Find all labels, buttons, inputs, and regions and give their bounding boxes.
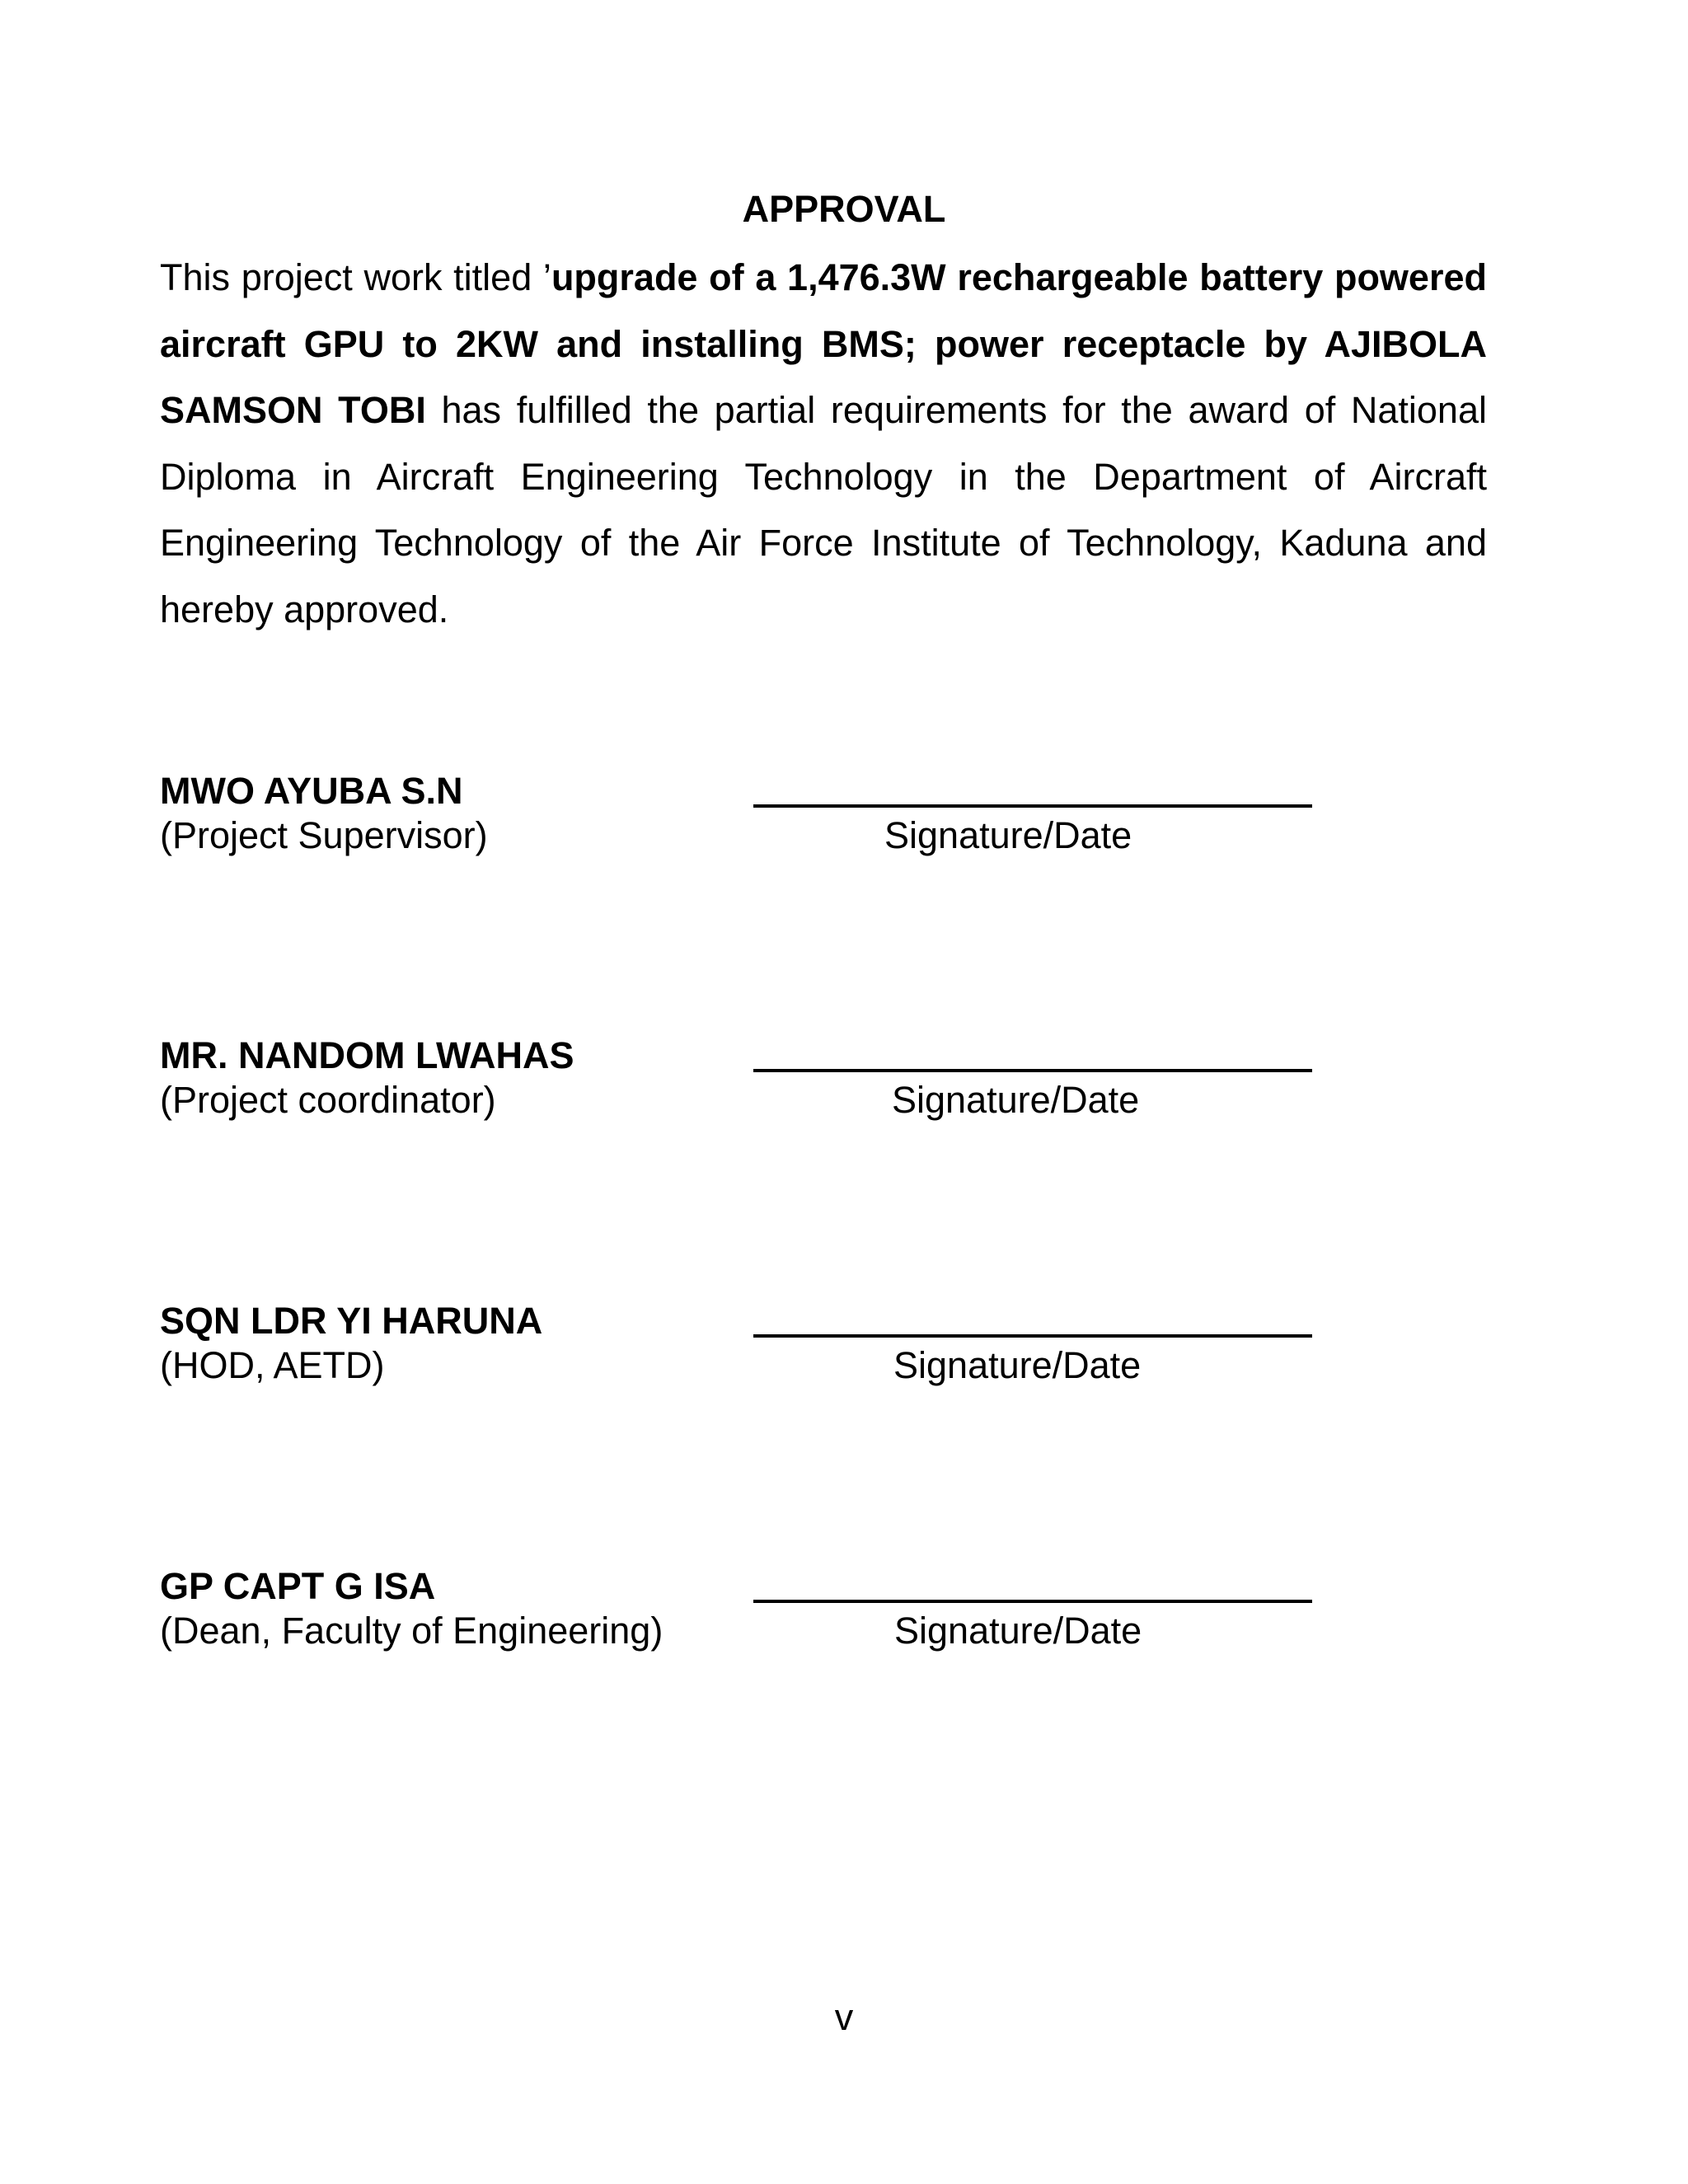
signatory-block-hod	[160, 1298, 1487, 1397]
signature-date-caption: Signature/Date	[892, 1079, 1140, 1121]
signature-line	[753, 1600, 1312, 1603]
signature-date-caption: Signature/Date	[893, 1344, 1142, 1386]
approval-paragraph	[160, 245, 1487, 644]
signature-line	[753, 1334, 1312, 1338]
signatory-name: MWO AYUBA S.N	[160, 770, 463, 812]
signature-date-caption: Signature/Date	[884, 814, 1132, 856]
signatory-block-supervisor	[160, 768, 1487, 867]
signatory-role: (HOD, AETD)	[160, 1344, 385, 1386]
signature-line	[753, 804, 1312, 808]
page-number: v	[834, 1996, 854, 2038]
project-title-and-author: upgrade of a 1,476.3W rechargeable battery powered aircraft GPU to 2KW and installing BMS; power receptacle by AJIBOLA SAMSON TOBI	[160, 256, 1487, 432]
page-title: APPROVAL	[742, 188, 946, 230]
signature-date-caption: Signature/Date	[894, 1610, 1142, 1652]
paragraph-conclusion: has fulfilled the partial requirements for the award of National Diploma in Aircraft Engineering Technology in the Department of Aircraft Engineering Technology of the Air Force Institute of Technology, Kaduna and hereby approved.	[160, 389, 1487, 630]
signatory-role: (Project Supervisor)	[160, 814, 488, 856]
signatory-role: (Dean, Faculty of Engineering)	[160, 1610, 663, 1652]
signatory-name: MR. NANDOM LWAHAS	[160, 1034, 574, 1076]
paragraph-intro: This project work titled ’	[160, 256, 551, 298]
signatory-name: SQN LDR YI HARUNA	[160, 1300, 543, 1342]
signature-line	[753, 1069, 1312, 1072]
signatory-block-dean	[160, 1563, 1487, 1662]
signatory-role: (Project coordinator)	[160, 1079, 496, 1121]
signatory-name: GP CAPT G ISA	[160, 1565, 436, 1607]
signatory-block-coordinator	[160, 1033, 1487, 1132]
